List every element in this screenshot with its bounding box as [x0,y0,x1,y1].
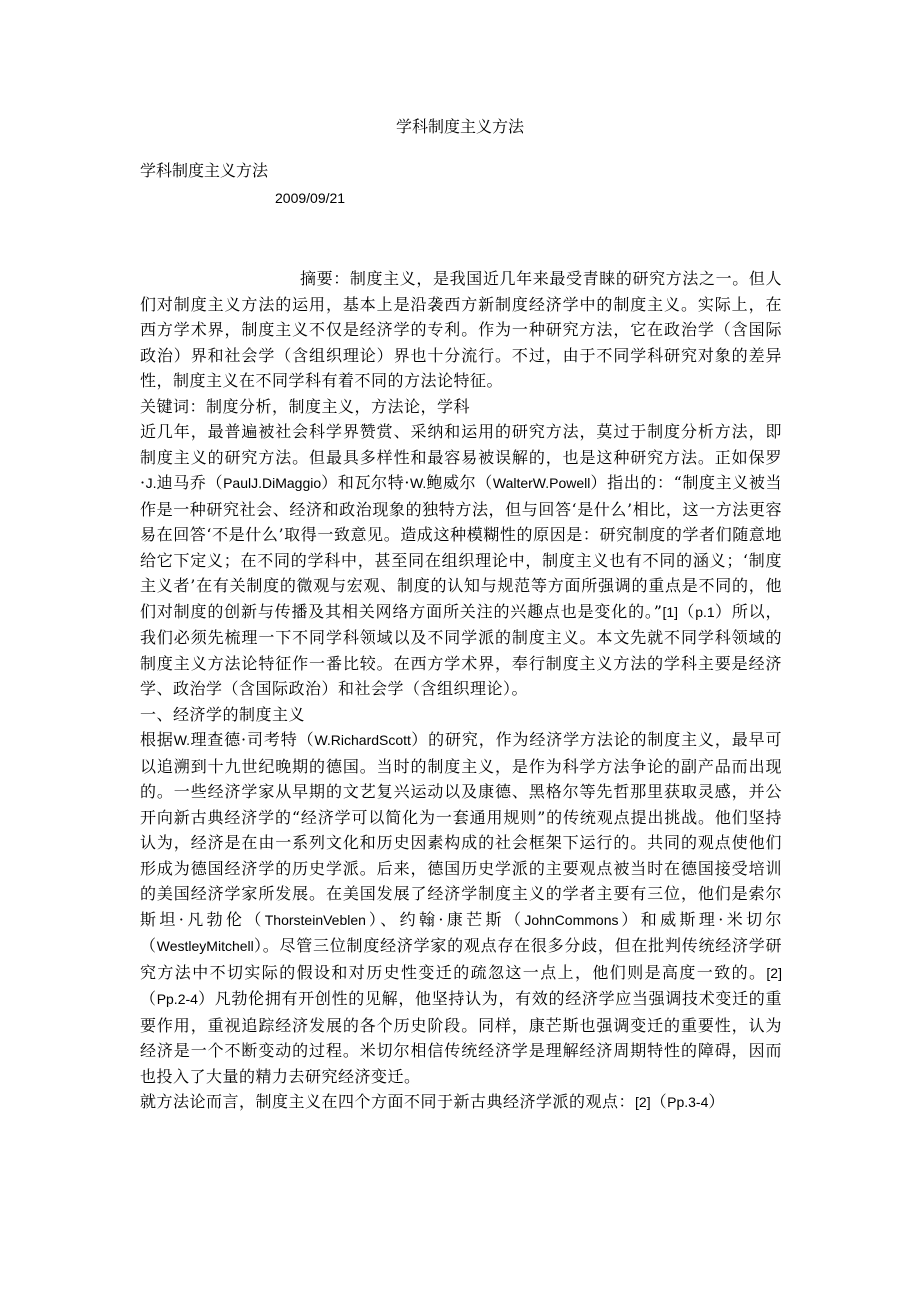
publish-date: 2009/09/21 [275,190,346,206]
section-heading: 一、经济学的制度主义 [140,704,306,724]
closing-line: 就方法论而言，制度主义在四个方面不同于新古典经济学派的观点：[2]（Pp.3-4） [140,1092,725,1111]
document-title: 学科制度主义方法 [395,117,524,136]
keywords-line: 关键词：制度分析，制度主义，方法论，学科 [140,396,471,416]
document-body [140,266,782,1116]
abstract-paragraph: 摘要：制度主义，是我国近几年来最受青睐的研究方法之一。但人们对制度主义方法的运用，基本上是沿袭西方新制度经济学中的制度主义。实际上，在西方学术界，制度主义不仅是经济学的专利。作为一种研究方法，它在政治学（含国际政治）界和社会学（含组织理论）界也十分流行。不过，由于不同学科研究对象的差异性，制度主义在不同学科有着不同的方法论特征。 [140,269,782,390]
document-subtitle: 学科制度主义方法 [140,161,269,180]
section-paragraph: 根据W.理查德·司考特（W.RichardScott）的研究，作为经济学方法论的制度主义，最早可以追溯到十九世纪晚期的德国。当时的制度主义，是作为科学方法争论的副产品而出现的。一些经济学家从早期的文艺复兴运动以及康德、黑格尔等先哲那里获取灵感，并公开向新古典经济学的“经济学可以简化为一套通用规则”的传统观点提出挑战。他们坚持认为，经济是在由一系列文化和历史因素构成的社会框架下运行的。共同的观点使他们形成为德国经济学的历史学派。后来，德国历史学派的主要观点被当时在德国接受培训的美国经济学家所发展。在美国发展了经济学制度主义的学者主要有三位，他们是索尔斯坦·凡勃伦（ThorsteinVeblen）、约翰·康芒斯（JohnCommons）和威斯理·米切尔（WestleyMitchell）。尽管三位制度经济学家的观点存在很多分歧，但在批判传统经济学研究方法中不切实际的假设和对历史性变迁的疏忽这一点上，他们则是高度一致的。[2]（Pp.2-4）凡勃伦拥有开创性的见解，他坚持认为，有效的经济学应当强调技术变迁的重要作用，重视追踪经济发展的各个历史阶段。同样，康芒斯也强调变迁的重要性，认为经济是一个不断变动的过程。米切尔相信传统经济学是理解经济周期特性的障碍，因而也投入了大量的精力去研究经济变迁。 [140,730,782,1086]
intro-paragraph: 近几年，最普遍被社会科学界赞赏、采纳和运用的研究方法，莫过于制度分析方法，即制度主义的研究方法。但最具多样性和最容易被误解的，也是这种研究方法。正如保罗·J.迪马乔（PaulJ.DiMaggio）和瓦尔特·W.鲍威尔（WalterW.Powell）指出的：“制度主义被当作是一种研究社会、经济和政治现象的独特方法，但与回答‘是什么’相比，这一方法更容易在回答‘不是什么’取得一致意见。造成这种模糊性的原因是：研究制度的学者们随意地给它下定义；在不同的学科中，甚至同在组织理论中，制度主义也有不同的涵义；‘制度主义者’在有关制度的微观与宏观、制度的认知与规范等方面所强调的重点是不同的，他们对制度的创新与传播及其相关网络方面所关注的兴趣点也是变化的。”[1]（p.1）所以，我们必须先梳理一下不同学科领域以及不同学派的制度主义。本文先就不同学科领域的制度主义方法论特征作一番比较。在西方学术界，奉行制度主义方法的学科主要是经济学、政治学（含国际政治）和社会学（含组织理论）。 [140,422,782,698]
